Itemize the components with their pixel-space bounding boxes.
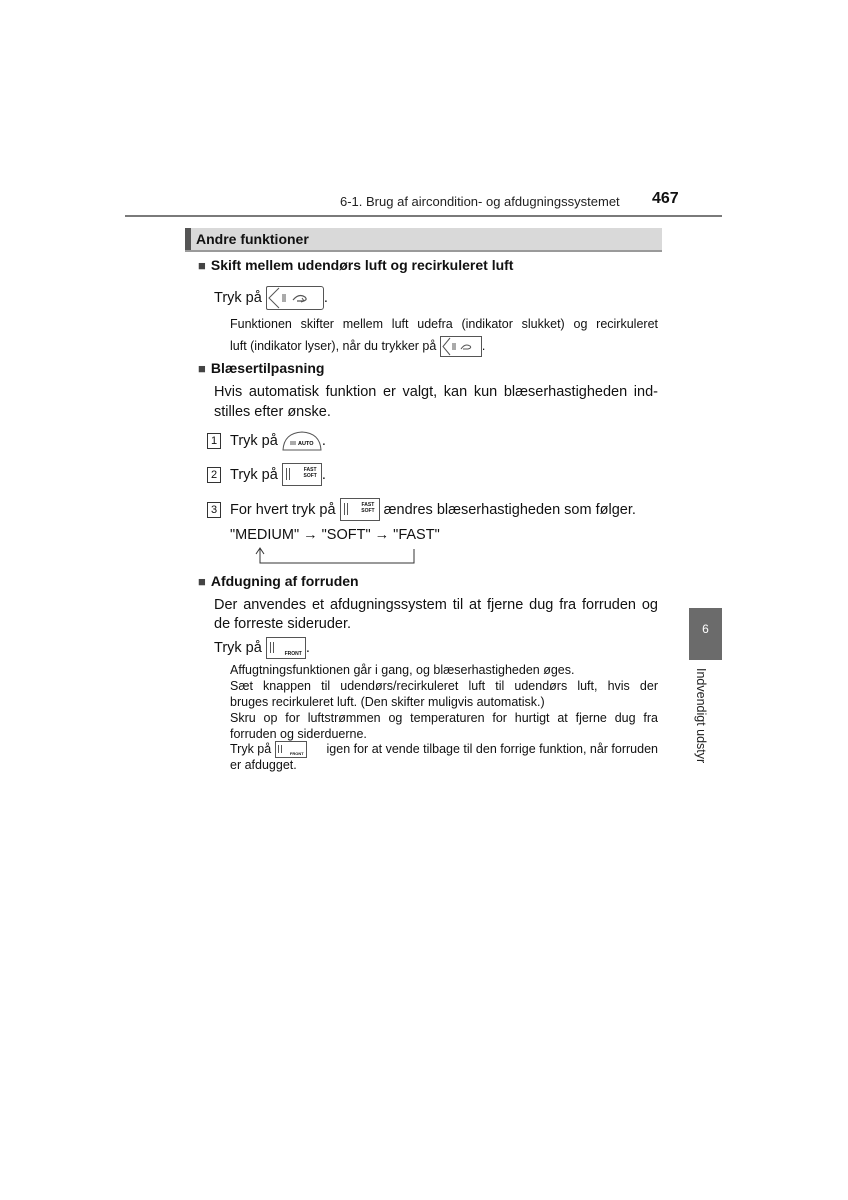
air-switch-desc-2: luft (indikator lyser), når du trykker på . [230, 336, 485, 357]
fast-soft-button-icon: FAST SOFT [282, 463, 322, 486]
cycle-return-arrow-icon [250, 546, 420, 568]
air-switch-press-line: Tryk på . [214, 286, 328, 310]
defog-press-line: Tryk på FRONT . [214, 637, 310, 659]
chapter-tab [689, 608, 722, 660]
section-bar-marker [185, 228, 191, 250]
fast-soft-button-icon: FAST SOFT [340, 498, 380, 521]
subheading-fan: ■ Blæsertilpasning [198, 360, 325, 376]
square-bullet-icon: ■ [198, 574, 206, 589]
defog-note-7: er afdugget. [230, 758, 297, 772]
step-number: 1 [207, 433, 221, 449]
section-title-bar [185, 228, 662, 252]
front-defrost-button-small-icon: FRONT [275, 741, 307, 758]
fan-intro-1: Hvis automatisk funktion er valgt, kan kun blæserhastigheden ind- [214, 384, 658, 400]
air-switch-desc-1: Funktionen skifter mellem luft udefra (indikator slukket) og recirkuleret [230, 317, 658, 331]
chapter-number: 6 [702, 622, 709, 636]
subheading-air-switch: ■ Skift mellem udendørs luft og recirkuleret luft [198, 257, 514, 273]
square-bullet-icon: ■ [198, 258, 206, 273]
fan-step-2: 2 Tryk på FAST SOFT . [207, 463, 326, 486]
chapter-label: Indvendigt udstyr [694, 668, 708, 764]
header-rule [125, 215, 722, 217]
fan-intro-2: stilles efter ønske. [214, 404, 331, 420]
square-bullet-icon: ■ [198, 361, 206, 376]
defog-note-4: Skru op for luftstrømmen og temperaturen for hurtigt at fjerne dug fra [230, 711, 658, 725]
svg-text:AUTO: AUTO [297, 441, 314, 447]
running-header-title: 6-1. Brug af aircondition- og afdugningssystemet [340, 194, 620, 209]
subheading-defog: ■ Afdugning af forruden [198, 573, 359, 589]
defog-note-6: Tryk på FRONT igen for at vende tilbage til den forrige funktion, når forruden [230, 742, 658, 756]
defog-note-2: Sæt knappen til udendørs/recirkuleret luft til udendørs luft, hvis der [230, 679, 658, 693]
defog-note-1: Affugtningsfunktionen går i gang, og blæserhastigheden øges. [230, 663, 575, 677]
front-defrost-button-icon: FRONT [266, 637, 306, 659]
fan-step-3: 3 For hvert tryk på FAST SOFT ændres blæserhastigheden som følger. [207, 498, 636, 521]
recirculate-button-icon [266, 286, 324, 310]
page-number: 467 [652, 190, 679, 207]
recirculate-button-small-icon [440, 336, 482, 357]
defog-intro-2: de forreste sideruder. [214, 616, 352, 632]
defog-note-5: forruden og siderduerne. [230, 727, 367, 741]
fan-step-1: 1 Tryk på AUTO . [207, 431, 326, 451]
step-number: 2 [207, 467, 221, 483]
defog-note-3: bruges recirkuleret luft. (Den skifter muligvis automatisk.) [230, 695, 545, 709]
auto-button-icon [282, 431, 322, 451]
section-title: Andre funktioner [196, 231, 309, 247]
step-number: 3 [207, 502, 221, 518]
fan-speed-cycle: "MEDIUM" → "SOFT" → "FAST" [230, 527, 440, 543]
defog-intro-1: Der anvendes et afdugningssystem til at fjerne dug fra forruden og [214, 597, 658, 613]
